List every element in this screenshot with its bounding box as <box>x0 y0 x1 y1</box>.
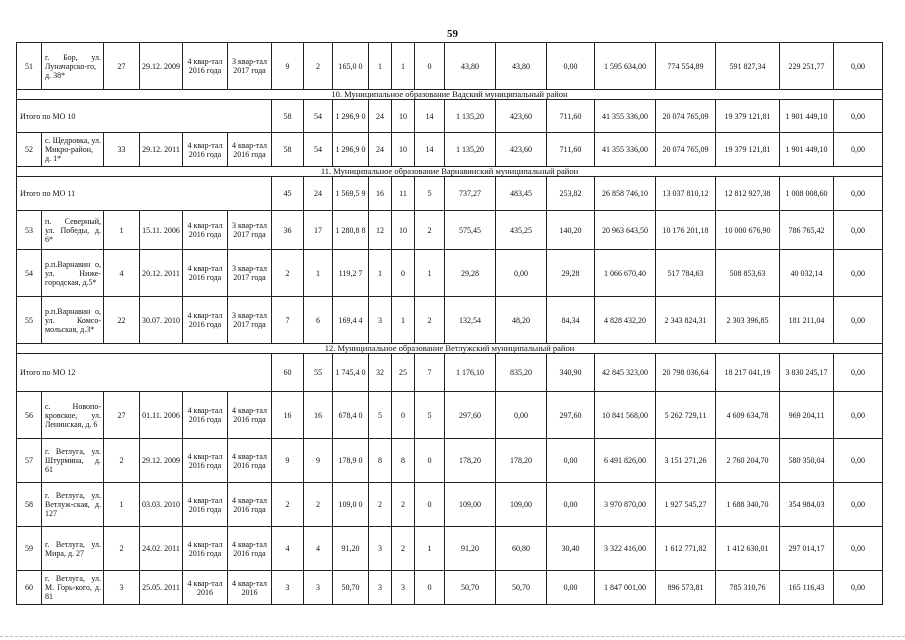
cell-occupied-count: 3 <box>304 571 333 605</box>
cell-extra-funds: 0,00 <box>834 527 883 571</box>
cell-planned-end: 4 квар-тал 2016 года <box>228 392 272 439</box>
cell-area-municipal: 29,28 <box>547 250 595 297</box>
cell-families: 2 <box>369 483 392 527</box>
cell-doc-date: 15.11. 2006 <box>140 211 183 250</box>
cell-area-total: 109,00 <box>445 483 496 527</box>
cell-area-owned: 50,70 <box>496 571 547 605</box>
table-row <box>17 439 883 483</box>
cell-row-number: 53 <box>17 211 42 250</box>
cell-owned: 8 <box>392 439 415 483</box>
cell-cost-total: 3 970 870,00 <box>595 483 656 527</box>
cell-doc-number: 33 <box>104 133 140 167</box>
total-row <box>17 177 883 211</box>
cell-extra-funds: 0,00 <box>834 571 883 605</box>
cell-doc-number: 2 <box>104 527 140 571</box>
cell-total-area: 678,4 0 <box>333 392 369 439</box>
cell-planned-start: 4 квар-тал 2016 <box>183 571 228 605</box>
cell-extra-funds: 0,00 <box>834 250 883 297</box>
section-header-row <box>17 90 883 100</box>
cell-doc-date: 29.12. 2009 <box>140 43 183 90</box>
cell-local-share: 297 014,17 <box>780 527 834 571</box>
cell-owned: 1 <box>392 297 415 344</box>
section-header-row <box>17 344 883 354</box>
cell-address: г. Ветлуга, ул. М. Горь-кого, д. 81 <box>42 571 104 605</box>
total-label: Итого по МО 10 <box>17 100 272 133</box>
cell-cost-total: 3 322 416,00 <box>595 527 656 571</box>
cell-area-total: 178,20 <box>445 439 496 483</box>
cell-planned-start: 4 квар-тал 2016 года <box>183 43 228 90</box>
cell-owned: 10 <box>392 211 415 250</box>
cell-doc-number: 3 <box>104 571 140 605</box>
total-row <box>17 100 883 133</box>
total-label: Итого по МО 11 <box>17 177 272 211</box>
cell-area-owned: 60,80 <box>496 527 547 571</box>
cell-flats-count: 60 <box>272 354 304 392</box>
cell-area-municipal: 0,00 <box>547 483 595 527</box>
cell-cost-total: 10 841 568,00 <box>595 392 656 439</box>
page-bottom-rule <box>0 636 905 637</box>
cell-municipal: 0 <box>415 439 445 483</box>
cell-extra-funds: 0,00 <box>834 392 883 439</box>
cell-doc-number: 1 <box>104 211 140 250</box>
cell-extra-funds: 0,00 <box>834 177 883 211</box>
cell-occupied-count: 16 <box>304 392 333 439</box>
cell-row-number: 52 <box>17 133 42 167</box>
cell-families: 24 <box>369 100 392 133</box>
cell-doc-number: 4 <box>104 250 140 297</box>
cell-municipal: 2 <box>415 297 445 344</box>
cell-extra-funds: 0,00 <box>834 354 883 392</box>
cell-doc-date: 24.02. 2011 <box>140 527 183 571</box>
cell-address: с. Новопо-кровское, ул. Ленинская, д. 6 <box>42 392 104 439</box>
cell-flats-count: 7 <box>272 297 304 344</box>
table-row <box>17 297 883 344</box>
cell-municipal: 5 <box>415 392 445 439</box>
cell-fund-share: 10 176 201,18 <box>656 211 716 250</box>
cell-area-owned: 835,20 <box>496 354 547 392</box>
cell-local-share: 1 008 008,60 <box>780 177 834 211</box>
cell-planned-end: 3 квар-тал 2017 года <box>228 211 272 250</box>
cell-local-share: 1 901 449,10 <box>780 133 834 167</box>
page-number: 59 <box>447 28 458 40</box>
table-row <box>17 527 883 571</box>
cell-families: 5 <box>369 392 392 439</box>
cell-owned: 25 <box>392 354 415 392</box>
cell-area-municipal: 84,34 <box>547 297 595 344</box>
cell-address: г. Ветлуга, ул. Ветлуж-ская, д. 127 <box>42 483 104 527</box>
cell-region-share: 508 853,63 <box>716 250 780 297</box>
cell-area-municipal: 253,82 <box>547 177 595 211</box>
cell-row-number: 54 <box>17 250 42 297</box>
cell-region-share: 591 827,34 <box>716 43 780 90</box>
cell-doc-number: 22 <box>104 297 140 344</box>
cell-fund-share: 20 074 765,09 <box>656 133 716 167</box>
cell-area-municipal: 711,60 <box>547 133 595 167</box>
cell-local-share: 580 350,04 <box>780 439 834 483</box>
cell-region-share: 4 609 634,78 <box>716 392 780 439</box>
cell-region-share: 2 760 204,70 <box>716 439 780 483</box>
table-row <box>17 483 883 527</box>
cell-municipal: 0 <box>415 571 445 605</box>
cell-fund-share: 896 573,81 <box>656 571 716 605</box>
cell-doc-date: 03.03. 2010 <box>140 483 183 527</box>
cell-doc-date: 01.11. 2006 <box>140 392 183 439</box>
cell-municipal: 1 <box>415 527 445 571</box>
cell-owned: 1 <box>392 43 415 90</box>
cell-families: 3 <box>369 571 392 605</box>
cell-families: 12 <box>369 211 392 250</box>
cell-cost-total: 1 066 670,40 <box>595 250 656 297</box>
cell-doc-date: 20.12. 2011 <box>140 250 183 297</box>
cell-owned: 2 <box>392 483 415 527</box>
cell-occupied-count: 1 <box>304 250 333 297</box>
cell-cost-total: 26 858 746,10 <box>595 177 656 211</box>
cell-area-owned: 109,00 <box>496 483 547 527</box>
cell-occupied-count: 4 <box>304 527 333 571</box>
cell-local-share: 229 251,77 <box>780 43 834 90</box>
cell-extra-funds: 0,00 <box>834 211 883 250</box>
cell-planned-start: 4 квар-тал 2016 года <box>183 297 228 344</box>
section-title: 11. Муниципальное образование Варнавинский муниципальный район <box>17 167 883 177</box>
cell-cost-total: 6 491 826,00 <box>595 439 656 483</box>
cell-address: г. Ветлуга, ул. Штурмина, д. 61 <box>42 439 104 483</box>
cell-fund-share: 20 074 765,09 <box>656 100 716 133</box>
cell-row-number: 51 <box>17 43 42 90</box>
cell-flats-count: 45 <box>272 177 304 211</box>
cell-area-municipal: 711,60 <box>547 100 595 133</box>
cell-extra-funds: 0,00 <box>834 43 883 90</box>
table-row <box>17 43 883 90</box>
cell-address: р.п.Варнавин о, ул. Ниже-городская, д.5* <box>42 250 104 297</box>
cell-total-area: 1 745,4 0 <box>333 354 369 392</box>
cell-area-total: 29,28 <box>445 250 496 297</box>
cell-planned-end: 3 квар-тал 2017 года <box>228 250 272 297</box>
cell-doc-number: 1 <box>104 483 140 527</box>
cell-occupied-count: 24 <box>304 177 333 211</box>
cell-occupied-count: 54 <box>304 133 333 167</box>
cell-occupied-count: 2 <box>304 43 333 90</box>
cell-municipal: 7 <box>415 354 445 392</box>
cell-cost-total: 1 847 001,00 <box>595 571 656 605</box>
cell-flats-count: 58 <box>272 133 304 167</box>
cell-region-share: 19 379 121,81 <box>716 133 780 167</box>
cell-area-total: 1 135,20 <box>445 100 496 133</box>
cell-flats-count: 2 <box>272 250 304 297</box>
cell-flats-count: 9 <box>272 439 304 483</box>
cell-doc-date: 29.12. 2009 <box>140 439 183 483</box>
cell-address: р.п.Варнавин о, ул. Комсо-мольская, д.3* <box>42 297 104 344</box>
cell-area-total: 43,80 <box>445 43 496 90</box>
cell-owned: 2 <box>392 527 415 571</box>
cell-families: 1 <box>369 43 392 90</box>
cell-planned-start: 4 квар-тал 2016 года <box>183 439 228 483</box>
cell-extra-funds: 0,00 <box>834 439 883 483</box>
cell-municipal: 2 <box>415 211 445 250</box>
table-row <box>17 392 883 439</box>
cell-area-owned: 0,00 <box>496 392 547 439</box>
cell-flats-count: 2 <box>272 483 304 527</box>
cell-local-share: 1 901 449,10 <box>780 100 834 133</box>
cell-area-owned: 423,60 <box>496 100 547 133</box>
cell-families: 3 <box>369 297 392 344</box>
cell-total-area: 1 569,5 9 <box>333 177 369 211</box>
cell-area-total: 91,20 <box>445 527 496 571</box>
cell-total-area: 109,0 0 <box>333 483 369 527</box>
cell-municipal: 0 <box>415 483 445 527</box>
cell-row-number: 58 <box>17 483 42 527</box>
cell-row-number: 56 <box>17 392 42 439</box>
cell-local-share: 3 830 245,17 <box>780 354 834 392</box>
cell-families: 24 <box>369 133 392 167</box>
cell-region-share: 19 379 121,81 <box>716 100 780 133</box>
cell-cost-total: 41 355 336,00 <box>595 133 656 167</box>
cell-planned-end: 4 квар-тал 2016 года <box>228 439 272 483</box>
cell-extra-funds: 0,00 <box>834 297 883 344</box>
cell-fund-share: 3 151 271,26 <box>656 439 716 483</box>
cell-planned-end: 4 квар-тал 2016 года <box>228 483 272 527</box>
cell-area-municipal: 0,00 <box>547 43 595 90</box>
cell-region-share: 1 412 630,01 <box>716 527 780 571</box>
cell-flats-count: 4 <box>272 527 304 571</box>
cell-owned: 10 <box>392 100 415 133</box>
cell-area-owned: 178,20 <box>496 439 547 483</box>
cell-owned: 0 <box>392 250 415 297</box>
section-title: 12. Муниципальное образование Ветлужский муниципальный район <box>17 344 883 354</box>
cell-row-number: 57 <box>17 439 42 483</box>
cell-flats-count: 3 <box>272 571 304 605</box>
cell-doc-number: 27 <box>104 43 140 90</box>
cell-owned: 10 <box>392 133 415 167</box>
total-label: Итого по МО 12 <box>17 354 272 392</box>
cell-local-share: 165 116,43 <box>780 571 834 605</box>
table-row <box>17 250 883 297</box>
resettlement-table <box>16 42 883 605</box>
cell-fund-share: 2 343 824,31 <box>656 297 716 344</box>
cell-area-total: 132,54 <box>445 297 496 344</box>
cell-region-share: 2 303 396,85 <box>716 297 780 344</box>
cell-address: с. Щедровка, ул. Микро-район, д. 1* <box>42 133 104 167</box>
cell-cost-total: 20 963 643,50 <box>595 211 656 250</box>
total-row <box>17 354 883 392</box>
cell-doc-date: 29.12. 2011 <box>140 133 183 167</box>
cell-row-number: 59 <box>17 527 42 571</box>
cell-area-municipal: 0,00 <box>547 439 595 483</box>
cell-region-share: 18 217 041,19 <box>716 354 780 392</box>
cell-owned: 0 <box>392 392 415 439</box>
cell-occupied-count: 6 <box>304 297 333 344</box>
cell-flats-count: 58 <box>272 100 304 133</box>
cell-area-municipal: 30,40 <box>547 527 595 571</box>
cell-doc-date: 30.07. 2010 <box>140 297 183 344</box>
cell-address: п. Северный, ул. Победы, д. 6* <box>42 211 104 250</box>
table-row <box>17 211 883 250</box>
cell-fund-share: 1 927 545,27 <box>656 483 716 527</box>
cell-local-share: 786 765,42 <box>780 211 834 250</box>
cell-occupied-count: 2 <box>304 483 333 527</box>
cell-area-municipal: 0,00 <box>547 571 595 605</box>
cell-planned-end: 4 квар-тал 2016 года <box>228 527 272 571</box>
cell-flats-count: 16 <box>272 392 304 439</box>
section-title: 10. Муниципальное образование Вадский муниципальный район <box>17 90 883 100</box>
cell-municipal: 14 <box>415 133 445 167</box>
cell-row-number: 55 <box>17 297 42 344</box>
cell-area-total: 297,60 <box>445 392 496 439</box>
cell-flats-count: 9 <box>272 43 304 90</box>
cell-row-number: 60 <box>17 571 42 605</box>
cell-extra-funds: 0,00 <box>834 100 883 133</box>
cell-area-owned: 0,00 <box>496 250 547 297</box>
cell-planned-end: 3 квар-тал 2017 года <box>228 297 272 344</box>
cell-fund-share: 20 798 036,64 <box>656 354 716 392</box>
cell-doc-number: 2 <box>104 439 140 483</box>
cell-planned-end: 3 квар-тал 2017 года <box>228 43 272 90</box>
cell-cost-total: 4 828 432,20 <box>595 297 656 344</box>
cell-doc-date: 25.05. 2011 <box>140 571 183 605</box>
cell-region-share: 1 688 340,70 <box>716 483 780 527</box>
cell-planned-start: 4 квар-тал 2016 года <box>183 211 228 250</box>
cell-families: 32 <box>369 354 392 392</box>
cell-owned: 3 <box>392 571 415 605</box>
cell-total-area: 1 280,8 8 <box>333 211 369 250</box>
cell-municipal: 1 <box>415 250 445 297</box>
cell-doc-number: 27 <box>104 392 140 439</box>
cell-area-total: 737,27 <box>445 177 496 211</box>
cell-cost-total: 42 845 323,00 <box>595 354 656 392</box>
cell-local-share: 181 211,04 <box>780 297 834 344</box>
cell-planned-start: 4 квар-тал 2016 года <box>183 527 228 571</box>
cell-planned-start: 4 квар-тал 2016 года <box>183 392 228 439</box>
cell-total-area: 169,4 4 <box>333 297 369 344</box>
cell-flats-count: 36 <box>272 211 304 250</box>
cell-region-share: 10 000 676,90 <box>716 211 780 250</box>
cell-occupied-count: 17 <box>304 211 333 250</box>
cell-area-owned: 423,60 <box>496 133 547 167</box>
cell-area-total: 1 135,20 <box>445 133 496 167</box>
cell-area-total: 1 176,10 <box>445 354 496 392</box>
cell-planned-start: 4 квар-тал 2016 года <box>183 133 228 167</box>
cell-fund-share: 13 037 810,12 <box>656 177 716 211</box>
cell-families: 3 <box>369 527 392 571</box>
cell-total-area: 50,70 <box>333 571 369 605</box>
cell-total-area: 91,20 <box>333 527 369 571</box>
table-row <box>17 571 883 605</box>
cell-fund-share: 5 262 729,11 <box>656 392 716 439</box>
cell-area-owned: 435,25 <box>496 211 547 250</box>
cell-extra-funds: 0,00 <box>834 483 883 527</box>
cell-fund-share: 774 554,89 <box>656 43 716 90</box>
cell-municipal: 0 <box>415 43 445 90</box>
cell-local-share: 969 204,11 <box>780 392 834 439</box>
cell-area-municipal: 340,90 <box>547 354 595 392</box>
cell-area-total: 575,45 <box>445 211 496 250</box>
cell-area-municipal: 140,20 <box>547 211 595 250</box>
cell-planned-start: 4 квар-тал 2016 года <box>183 483 228 527</box>
cell-planned-end: 4 квар-тал 2016 <box>228 571 272 605</box>
cell-owned: 11 <box>392 177 415 211</box>
cell-area-owned: 43,80 <box>496 43 547 90</box>
cell-fund-share: 1 612 771,82 <box>656 527 716 571</box>
cell-total-area: 178,9 0 <box>333 439 369 483</box>
cell-families: 1 <box>369 250 392 297</box>
cell-address: г. Бор, ул. Луначарско-го, д. 38* <box>42 43 104 90</box>
table-row <box>17 133 883 167</box>
cell-planned-start: 4 квар-тал 2016 года <box>183 250 228 297</box>
cell-local-share: 354 984,03 <box>780 483 834 527</box>
cell-extra-funds: 0,00 <box>834 133 883 167</box>
cell-families: 16 <box>369 177 392 211</box>
cell-region-share: 785 310,76 <box>716 571 780 605</box>
cell-region-share: 12 812 927,38 <box>716 177 780 211</box>
cell-occupied-count: 55 <box>304 354 333 392</box>
cell-fund-share: 517 784,63 <box>656 250 716 297</box>
cell-area-total: 50,70 <box>445 571 496 605</box>
cell-address: г. Ветлуга, ул. Мира, д. 27 <box>42 527 104 571</box>
cell-total-area: 119,2 7 <box>333 250 369 297</box>
cell-municipal: 14 <box>415 100 445 133</box>
cell-area-municipal: 297,60 <box>547 392 595 439</box>
section-header-row <box>17 167 883 177</box>
cell-total-area: 1 296,9 0 <box>333 133 369 167</box>
cell-cost-total: 1 595 634,00 <box>595 43 656 90</box>
cell-occupied-count: 54 <box>304 100 333 133</box>
cell-planned-end: 4 квар-тал 2016 года <box>228 133 272 167</box>
cell-area-owned: 48,20 <box>496 297 547 344</box>
cell-cost-total: 41 355 336,00 <box>595 100 656 133</box>
cell-municipal: 5 <box>415 177 445 211</box>
cell-total-area: 1 296,9 0 <box>333 100 369 133</box>
cell-total-area: 165,0 0 <box>333 43 369 90</box>
cell-occupied-count: 9 <box>304 439 333 483</box>
cell-families: 8 <box>369 439 392 483</box>
cell-local-share: 40 032,14 <box>780 250 834 297</box>
cell-area-owned: 483,45 <box>496 177 547 211</box>
